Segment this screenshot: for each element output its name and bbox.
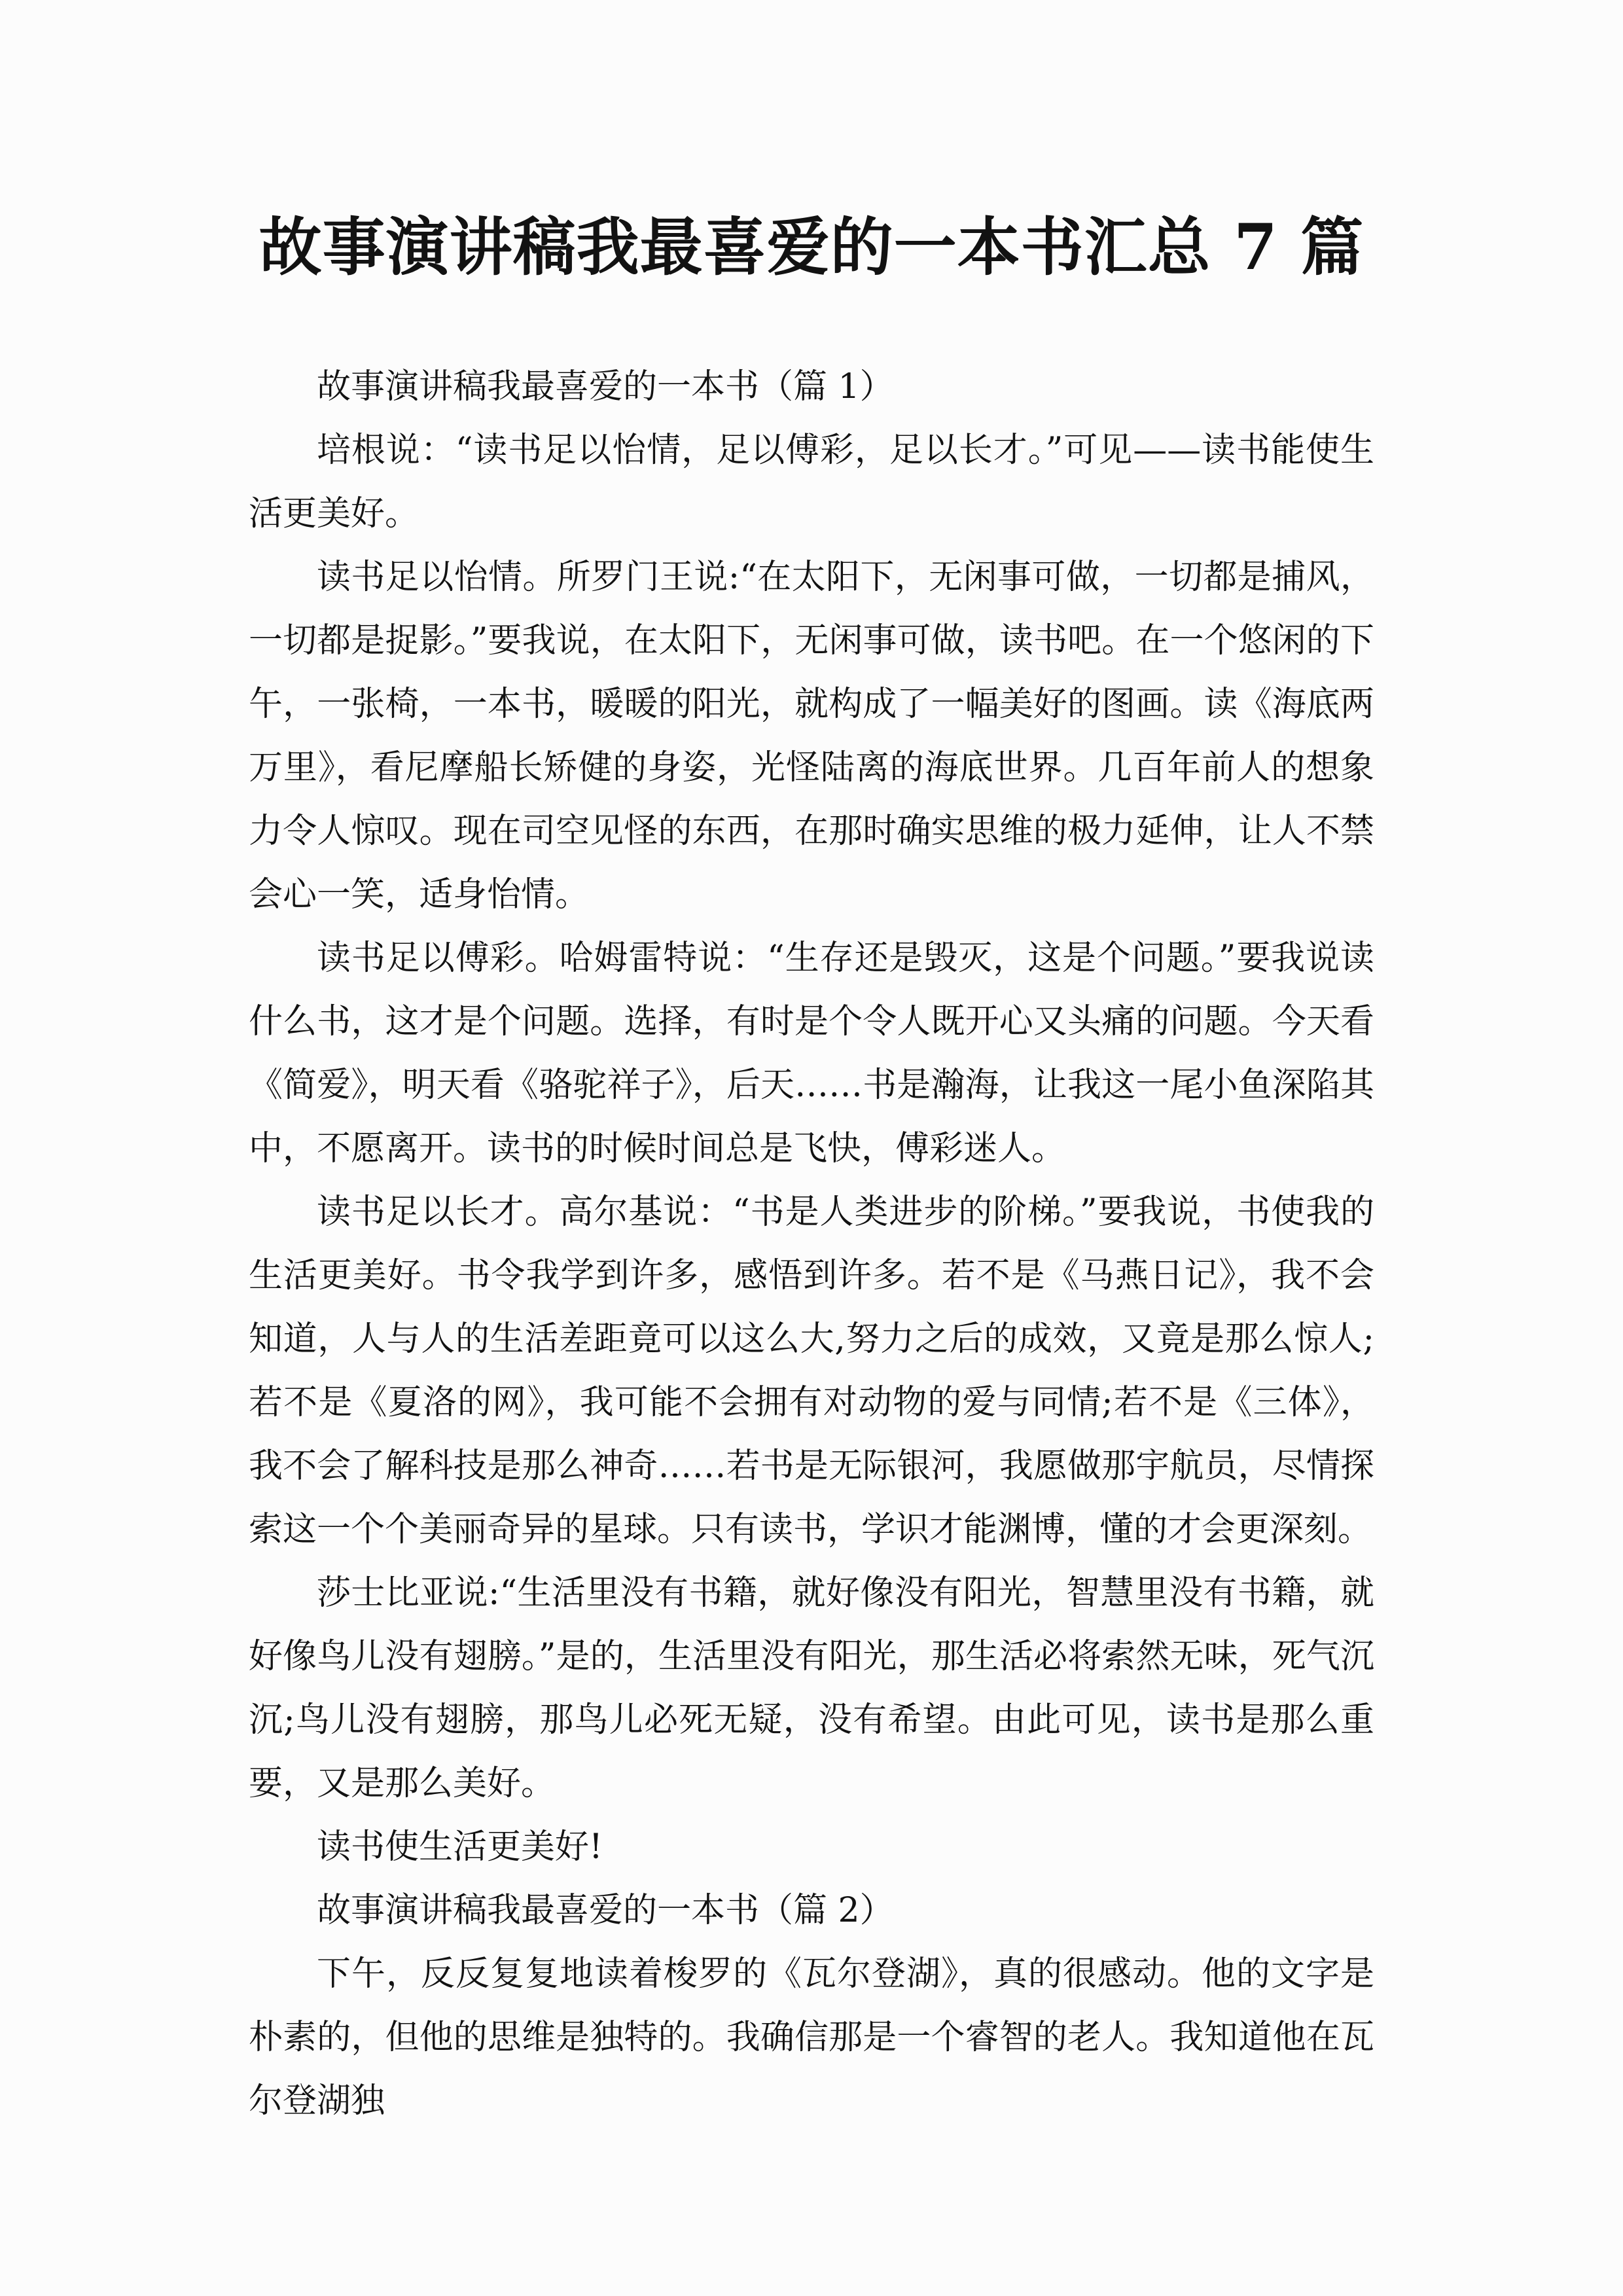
paragraph: 读书足以傅彩。哈姆雷特说：“生存还是毁灭，这是个问题。”要我说读什么书，这才是个问题。选择，有时是个令人既开心又头痛的问题。今天看《简爱》，明天看《骆驼祥子》，后天……书是瀚海，让我这一尾小鱼深陷其中，不愿离开。读书的时候时间总是飞快，傅彩迷人。 — [249, 939, 1374, 1168]
document-title: 故事演讲稿我最喜爱的一本书汇总 7 篇 — [259, 210, 1364, 284]
paragraph: 下午，反反复复地读着梭罗的《瓦尔登湖》，真的很感动。他的文字是朴素的，但他的思维是独特的。我确信那是一个睿智的老人。我知道他在瓦尔登湖独 — [249, 1954, 1374, 2121]
paragraph-section-heading: 故事演讲稿我最喜爱的一本书（篇 2） — [317, 1891, 894, 1930]
paragraph: 读书足以长才。高尔基说：“书是人类进步的阶梯。”要我说，书使我的生活更美好。书令我学到许多，感悟到许多。若不是《马燕日记》，我不会知道，人与人的生活差距竟可以这么大,努力之后的成效，又竟是那么惊人;若不是《夏洛的网》，我可能不会拥有对动物的爱与同情;若不是《三体》，我不会了解科技是那么神奇……若书是无际银河，我愿做那宇航员，尽情探索这一个个美丽奇异的星球。只有读书，学识才能渊博，懂的才会更深刻。 — [249, 1193, 1374, 1549]
paragraph: 培根说：“读书足以怡情，足以傅彩，足以长才。”可见——读书能使生活更美好。 — [249, 431, 1374, 533]
document-body — [249, 355, 1374, 2133]
paragraph: 读书使生活更美好! — [317, 1827, 603, 1867]
paragraph: 读书足以怡情。所罗门王说:“在太阳下，无闲事可做，一切都是捕风，一切都是捉影。”要我说，在太阳下，无闲事可做，读书吧。在一个悠闲的下午，一张椅，一本书，暖暖的阳光，就构成了一幅美好的图画。读《海底两万里》，看尼摩船长矫健的身姿，光怪陆离的海底世界。几百年前人的想象力令人惊叹。现在司空见怪的东西，在那时确实思维的极力延伸，让人不禁会心一笑，适身怡情。 — [249, 558, 1374, 914]
paragraph: 莎士比亚说:“生活里没有书籍，就好像没有阳光，智慧里没有书籍，就好像鸟儿没有翅膀。”是的，生活里没有阳光，那生活必将索然无味，死气沉沉;鸟儿没有翅膀，那鸟儿必死无疑，没有希望。由此可见，读书是那么重要，又是那么美好。 — [249, 1573, 1374, 1803]
paragraph-section-heading: 故事演讲稿我最喜爱的一本书（篇 1） — [317, 367, 894, 406]
